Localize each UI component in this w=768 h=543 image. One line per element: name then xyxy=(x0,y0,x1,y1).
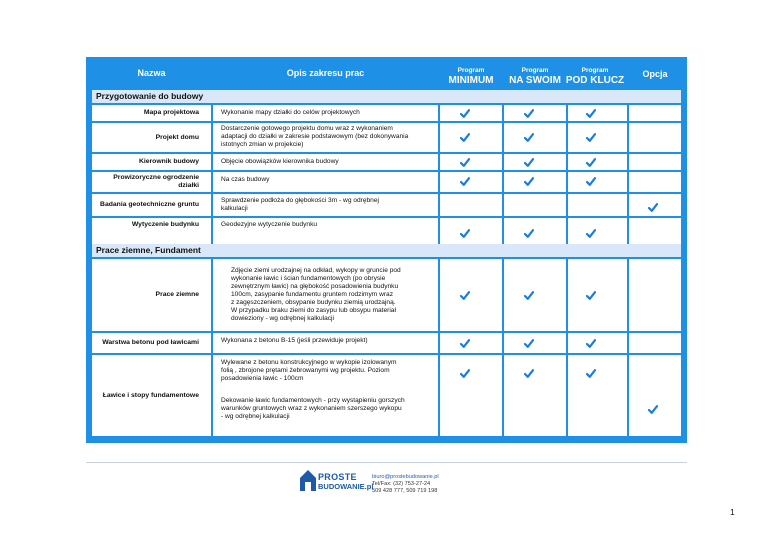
row-name: Mapa projektowa xyxy=(92,105,211,121)
mobile-numbers: 509 428 777, 509 719 198 xyxy=(372,488,438,494)
table-row xyxy=(92,194,681,216)
checkmark-icon xyxy=(524,369,534,378)
checkmark-icon xyxy=(524,177,534,186)
checkmark-icon xyxy=(586,177,596,186)
checkmark-icon xyxy=(648,203,658,212)
checkmark-icon xyxy=(586,369,596,378)
row-description: Wylewane z betonu konstrukcyjnego w wykopie izolowanym folią , zbrojone prętami żebrowanymi wg projektu. Poziom posadowienia ławic - 100cm Dekowanie ławic fundamentowych - przy wystąpieniu gorszych warunków gruntowych wraz z wykonaniem szerszego wykopu - wg odrębnej kalkulacji xyxy=(213,355,438,436)
company-logo: PROSTE BUDOWANIE.pl xyxy=(300,469,368,495)
checkmark-icon xyxy=(460,339,470,348)
header-name: Nazwa xyxy=(137,68,166,78)
section-prace-ziemne: Prace ziemne, Fundament xyxy=(92,244,681,257)
checkmark-icon xyxy=(648,405,658,414)
checkmark-icon xyxy=(460,291,470,300)
row-name: Projekt domu xyxy=(92,123,211,152)
checkmark-icon xyxy=(460,177,470,186)
row-description: Geodezyjne wytyczenie budynku xyxy=(213,218,438,245)
row-description: Na czas budowy xyxy=(213,172,438,192)
checkmark-icon xyxy=(586,158,596,167)
table-row xyxy=(92,355,681,436)
phone-number: Tel/Fax: (32) 753-27-24 xyxy=(372,481,431,487)
checkmark-icon xyxy=(524,109,534,118)
checkmark-icon xyxy=(524,158,534,167)
row-description: Wykonanie mapy działki do celów projektowych xyxy=(213,105,438,121)
checkmark-icon xyxy=(524,133,534,142)
pricing-table xyxy=(86,57,687,443)
email-link[interactable]: biuro@prostebudowanie.pl xyxy=(372,474,439,480)
checkmark-icon xyxy=(524,229,534,238)
section-przygotowanie: Przygotowanie do budowy xyxy=(92,90,681,103)
row-description: Sprawdzenie podłoża do głębokości 3m - wg odrębnej kalkulacji xyxy=(213,194,438,216)
header-program-pod-klucz: Program POD KLUCZ xyxy=(565,67,625,86)
checkmark-icon xyxy=(586,229,596,238)
header-option: Opcja xyxy=(642,69,668,79)
checkmark-icon xyxy=(460,158,470,167)
row-name: Wytyczenie budynku xyxy=(92,218,211,245)
checkmark-icon xyxy=(586,133,596,142)
row-description: Wykonana z betonu B-15 (jeśli przewiduje projekt) xyxy=(213,333,438,353)
row-name: Ławice i stopy fundamentowe xyxy=(92,355,211,436)
footer-divider xyxy=(86,462,687,463)
row-name: Badania geotechniczne gruntu xyxy=(92,194,211,216)
checkmark-icon xyxy=(460,369,470,378)
checkmark-icon xyxy=(586,339,596,348)
page-number: 1 xyxy=(730,507,735,517)
row-name: Warstwa betonu pod ławicami xyxy=(92,333,211,353)
checkmark-icon xyxy=(586,109,596,118)
contact-info xyxy=(372,474,439,495)
header-program-minimum: Program MINIMUM xyxy=(448,67,494,86)
checkmark-icon xyxy=(524,291,534,300)
header-program-na-swoim: Program NA SWOIM xyxy=(509,67,561,86)
row-description: Objęcie obowiązków kierownika budowy xyxy=(213,154,438,170)
row-name: Prace ziemne xyxy=(92,259,211,331)
checkmark-icon xyxy=(460,229,470,238)
row-name: Kierownik budowy xyxy=(92,154,211,170)
row-description: Zdjęcie ziemi urodzajnej na odkład, wykopy w gruncie pod wykonanie ławic i ścian fundamentowych (po obrysie zewnętrznym ławic) na głębokość posadowienia budynku 100cm, zasypanie fundamentu gruntem rodzimym wraz z zagęszczeniem, obsypanie budynku ziemią urodzajną. W przypadku braku ziemi do zasypu lub obsypu materiał dowieziony - wg odrębnej kalkulacji xyxy=(213,259,438,331)
table-header xyxy=(86,57,687,89)
checkmark-icon xyxy=(460,109,470,118)
row-description: Dostarczenie gotowego projektu domu wraz z wykonaniem adaptacji do działki w zakresie podstawowym (bez dokonywania istotnych zmian w projekcie) xyxy=(213,123,438,152)
house-icon xyxy=(300,469,316,491)
row-name: Prowizoryczne ogrodzenie działki xyxy=(92,172,211,192)
header-description: Opis zakresu prac xyxy=(286,68,365,78)
checkmark-icon xyxy=(460,133,470,142)
checkmark-icon xyxy=(586,291,596,300)
checkmark-icon xyxy=(524,339,534,348)
